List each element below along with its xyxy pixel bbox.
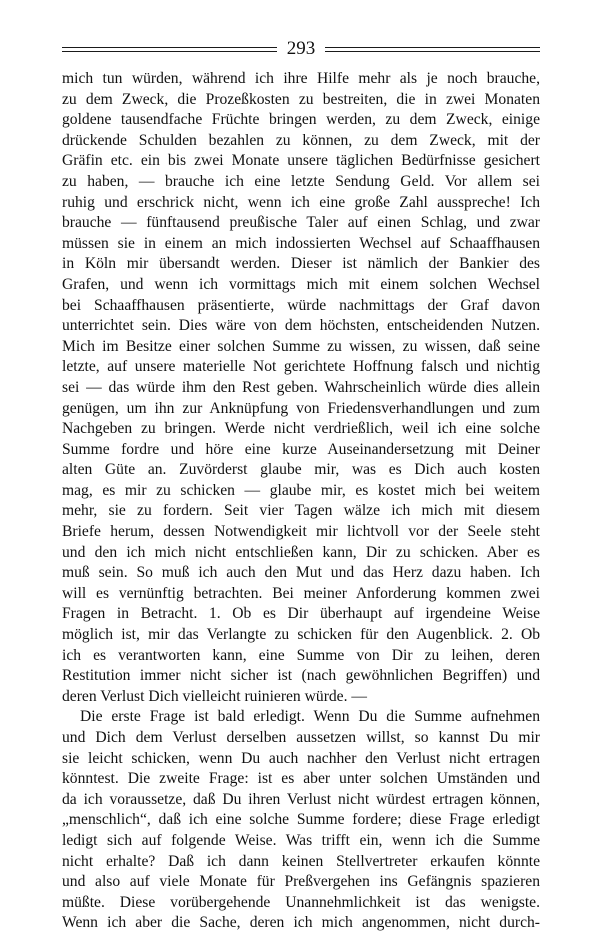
text-line: bei Schaaffhausen präsentierte, würde nachmittags der Graf davon bbox=[62, 296, 540, 314]
text-line: möglich ist, mir das Verlangte zu schicken für den Augenblick. 2. Ob bbox=[62, 626, 540, 644]
text-line: deren Verlust Dich vielleicht ruinieren würde. — bbox=[62, 687, 367, 705]
text-line: Grafen, und wenn ich vormittags mich mit einem solchen Wechsel bbox=[62, 275, 540, 293]
text-line: da ich voraussetze, daß Du ihren Verlust nicht würdest ertragen können, bbox=[62, 790, 540, 808]
text-line: müßte. Diese vorübergehende Unannehmlichkeit ist das wenigste. bbox=[62, 893, 540, 911]
text-line: letzte, auf unsere materielle Not gerichtete Hoffnung falsch und nichtig bbox=[62, 358, 540, 376]
header-rule-left bbox=[62, 47, 277, 52]
text-line: könntest. Die zweite Frage: ist es aber unter solchen Umständen und bbox=[62, 770, 540, 788]
text-line: nicht erhalte? Daß ich dann keinen Stellvertreter erkaufen könnte bbox=[62, 852, 540, 870]
text-line: sie leicht schicken, wenn Du auch nachher den Verlust nicht ertragen bbox=[62, 749, 540, 767]
text-line: alten Güte an. Zuvörderst glaube mir, was es Dich auch kosten bbox=[62, 461, 540, 479]
text-line: Nachgeben zu bringen. Werde nicht verdrießlich, weil ich eine solche bbox=[62, 420, 540, 438]
text-line: unterrichtet sein. Dies wäre von dem höchsten, entscheidenden Nutzen. bbox=[62, 317, 540, 335]
text-line: ledigt sich auf folgende Weise. Was trifft ein, wenn ich die Summe bbox=[62, 831, 540, 849]
text-line: sei — das würde ihm den Rest geben. Wahrscheinlich würde dies allein bbox=[62, 378, 540, 396]
body-text bbox=[62, 69, 540, 934]
text-line: ruhig und erschrick nicht, wenn ich eine große Zahl ausspreche! Ich bbox=[62, 193, 540, 211]
text-line: und Dich dem Verlust derselben aussetzen willst, so kannst Du mir bbox=[62, 729, 540, 746]
text-line: und den ich mich nicht entschließen kann, Dir zu schicken. Aber es bbox=[62, 543, 540, 561]
text-line: ich es verantworten kann, eine Summe von Dir zu leihen, deren bbox=[62, 646, 540, 664]
page-header bbox=[62, 38, 540, 60]
paragraph-1 bbox=[62, 69, 540, 707]
text-line: will es vernünftig betrachten. Bei meiner Anforderung kommen zwei bbox=[62, 584, 540, 602]
text-line: drückende Schulden bezahlen zu können, zu dem Zweck, mit der bbox=[62, 131, 540, 149]
text-line: Summe fordre und höre eine kurze Auseinandersetzung mit Deiner bbox=[62, 440, 540, 458]
text-line: zu dem Zweck, die Prozeßkosten zu bestreiten, die in zwei Monaten bbox=[62, 90, 540, 108]
text-line: müssen sie in einem an mich indossierten Wechsel auf Schaaffhausen bbox=[62, 234, 540, 252]
text-line: „menschlich“, daß ich eine solche Summe fordere; diese Frage erledigt bbox=[62, 811, 540, 829]
text-line: in Köln mir übersandt werden. Dieser ist nämlich der Bankier des bbox=[62, 255, 540, 273]
text-line: genügen, um ihn zur Anknüpfung von Friedensverhandlungen und zum bbox=[62, 399, 540, 417]
page-number: 293 bbox=[286, 38, 316, 59]
text-line: Wenn ich aber die Sache, deren ich mich angenommen, nicht durch- bbox=[62, 914, 540, 932]
text-line: Restitution immer nicht sicher ist (nach gewöhnlichen Begriffen) und bbox=[62, 667, 540, 685]
text-line: mich tun würden, während ich ihre Hilfe mehr als je noch brauche, bbox=[62, 70, 540, 87]
text-line: muß sein. So muß ich auch den Mut und das Herz dazu haben. Ich bbox=[62, 564, 540, 582]
text-line: Gräfin etc. ein bis zwei Monate unsere täglichen Bedürfnisse gesichert bbox=[62, 152, 540, 170]
paragraph-2 bbox=[62, 707, 540, 934]
text-line: zu haben, — brauche ich eine letzte Sendung Geld. Vor allem sei bbox=[62, 172, 540, 190]
text-line: goldene tausendfache Früchte bringen werden, zu dem Zweck, einige bbox=[62, 111, 540, 129]
text-line: Mich im Besitze einer solchen Summe zu wissen, zu wissen, daß seine bbox=[62, 337, 540, 355]
text-line: mag, es mir zu schicken — glaube mir, es kostet mich bei weitem bbox=[62, 481, 540, 499]
text-line: und also auf viele Monate für Preßvergehen ins Gefängnis spazieren bbox=[62, 873, 540, 891]
text-line: brauche — fünftausend preußische Taler auf einen Schlag, und zwar bbox=[62, 214, 540, 232]
text-line: Die erste Frage ist bald erledigt. Wenn Du die Summe aufnehmen bbox=[80, 708, 540, 726]
text-line: Briefe herum, dessen Notwendigkeit mir lichtvoll vor der Seele steht bbox=[62, 523, 540, 541]
text-line: mehr, sie zu fordern. Seit vier Tagen wälze ich mich mit diesem bbox=[62, 502, 540, 520]
header-rule-right bbox=[325, 47, 540, 52]
text-line: Fragen in Betracht. 1. Ob es Dir überhaupt auf irgendeine Weise bbox=[62, 605, 540, 623]
